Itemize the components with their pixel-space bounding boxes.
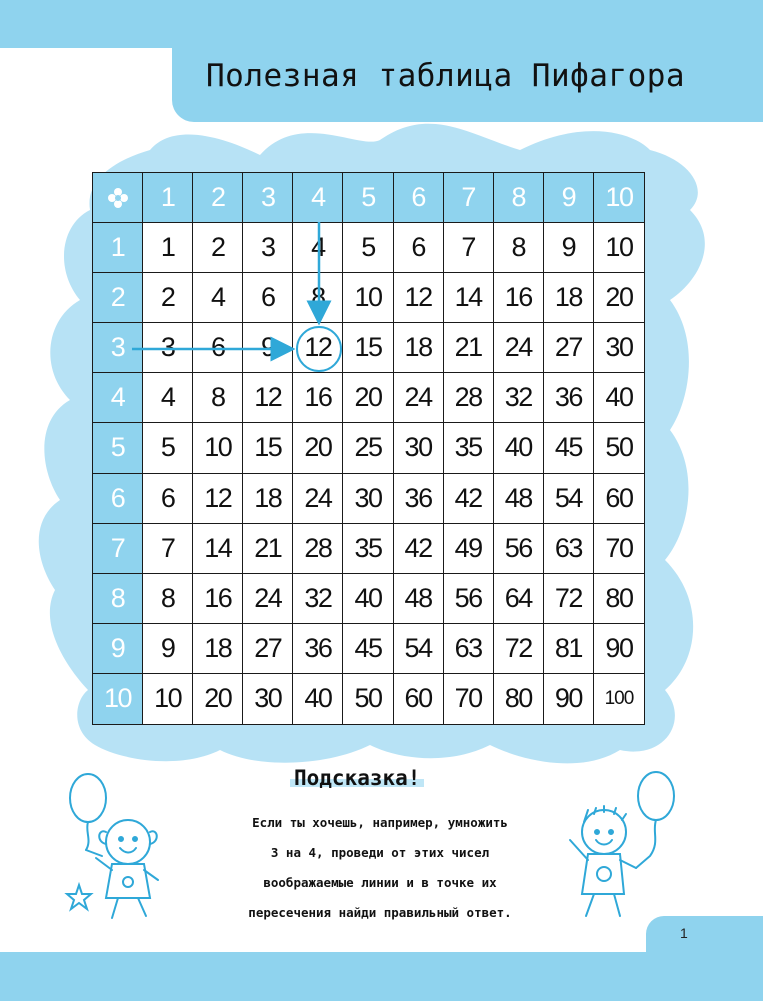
table-cell: 50 — [594, 423, 644, 473]
table-cell: 9 — [243, 323, 293, 373]
table-cell: 48 — [494, 474, 544, 524]
table-cell: 14 — [193, 524, 243, 574]
table-cell: 60 — [394, 674, 444, 724]
table-cell: 100 — [604, 687, 634, 709]
table-cell: 28 — [293, 524, 343, 574]
table-cell: 56 — [494, 524, 544, 574]
table-cell: 40 — [494, 423, 544, 473]
column-header: 3 — [243, 173, 293, 223]
table-cell: 40 — [343, 574, 393, 624]
column-header: 10 — [594, 173, 644, 223]
column-header: 7 — [444, 173, 494, 223]
table-cell: 63 — [444, 624, 494, 674]
table-cell: 1 — [143, 223, 193, 273]
table-cell: 24 — [243, 574, 293, 624]
table-cell: 16 — [494, 273, 544, 323]
table-cell: 20 — [193, 674, 243, 724]
boy-with-balloon-icon — [560, 770, 680, 930]
table-cell: 4 — [193, 273, 243, 323]
table-cell: 56 — [444, 574, 494, 624]
table-cell: 4 — [143, 373, 193, 423]
table-cell: 20 — [594, 273, 644, 323]
table-cell: 24 — [293, 474, 343, 524]
bottom-band — [0, 952, 763, 1001]
table-cell: 8 — [143, 574, 193, 624]
table-cell: 6 — [193, 323, 243, 373]
table-cell: 36 — [544, 373, 594, 423]
table-cell: 16 — [193, 574, 243, 624]
table-cell: 35 — [343, 524, 393, 574]
table-cell: 81 — [544, 624, 594, 674]
table-cell: 30 — [243, 674, 293, 724]
table-cell: 2 — [193, 223, 243, 273]
column-header: 4 — [293, 173, 343, 223]
table-cell: 10 — [193, 423, 243, 473]
table-cell: 80 — [494, 674, 544, 724]
table-cell: 12 — [394, 273, 444, 323]
table-cell: 14 — [444, 273, 494, 323]
table-cell: 72 — [494, 624, 544, 674]
column-header: 1 — [143, 173, 193, 223]
table-cell: 7 — [444, 223, 494, 273]
row-header: 8 — [93, 574, 143, 624]
table-cell: 64 — [494, 574, 544, 624]
hint-text — [180, 808, 580, 928]
row-header: 1 — [93, 223, 143, 273]
table-cell: 5 — [343, 223, 393, 273]
table-cell: 70 — [444, 674, 494, 724]
table-cell: 54 — [544, 474, 594, 524]
table-cell: 10 — [594, 223, 644, 273]
table-cell: 9 — [143, 624, 193, 674]
table-cell: 42 — [444, 474, 494, 524]
table-cell: 49 — [444, 524, 494, 574]
table-cell: 15 — [243, 423, 293, 473]
row-header: 4 — [93, 373, 143, 423]
column-header: 2 — [193, 173, 243, 223]
column-header: 8 — [494, 173, 544, 223]
table-cell: 25 — [343, 423, 393, 473]
table-cell: 70 — [594, 524, 644, 574]
table-cell: 9 — [544, 223, 594, 273]
page-title: Полезная таблица Пифагора — [206, 58, 686, 94]
row-header: 7 — [93, 524, 143, 574]
table-cell: 24 — [494, 323, 544, 373]
table-cell: 72 — [544, 574, 594, 624]
table-cell: 10 — [343, 273, 393, 323]
table-cell: 28 — [444, 373, 494, 423]
column-header: 9 — [544, 173, 594, 223]
table-cell: 7 — [143, 524, 193, 574]
table-cell: 30 — [343, 474, 393, 524]
table-cell: 48 — [394, 574, 444, 624]
column-header: 6 — [394, 173, 444, 223]
hint-line: воображаемые линии и в точке их — [263, 875, 497, 890]
column-header: 5 — [343, 173, 393, 223]
table-cell: 80 — [594, 574, 644, 624]
table-cell: 40 — [293, 674, 343, 724]
table-cell: 36 — [293, 624, 343, 674]
row-header: 6 — [93, 474, 143, 524]
table-cell: 20 — [293, 423, 343, 473]
table-cell: 8 — [494, 223, 544, 273]
table-cell: 12 — [193, 474, 243, 524]
row-header: 9 — [93, 624, 143, 674]
hint-title: Подсказка! — [290, 766, 424, 790]
table-cell: 21 — [444, 323, 494, 373]
star-icon — [64, 882, 94, 912]
table-cell: 12 — [243, 373, 293, 423]
table-cell: 20 — [343, 373, 393, 423]
table-cell: 42 — [394, 524, 444, 574]
table-cell: 45 — [343, 624, 393, 674]
table-cell: 12 — [293, 323, 343, 373]
table-cell: 6 — [243, 273, 293, 323]
table-cell: 27 — [243, 624, 293, 674]
table-cell: 4 — [293, 223, 343, 273]
table-cell: 60 — [594, 474, 644, 524]
page-number-tab — [646, 916, 763, 956]
table-cell: 18 — [243, 474, 293, 524]
table-cell: 10 — [143, 674, 193, 724]
row-header: 5 — [93, 423, 143, 473]
multiplication-table — [92, 172, 645, 725]
table-cell: 63 — [544, 524, 594, 574]
table-cell: 45 — [544, 423, 594, 473]
table-cell: 3 — [243, 223, 293, 273]
table-cell: 90 — [594, 624, 644, 674]
flower-icon — [93, 173, 143, 223]
hint-line: Если ты хочешь, например, умножить — [252, 815, 508, 830]
table-cell: 40 — [594, 373, 644, 423]
row-header: 10 — [93, 674, 143, 724]
table-cell: 21 — [243, 524, 293, 574]
table-cell: 54 — [394, 624, 444, 674]
hint-line: пересечения найди правильный ответ. — [248, 905, 512, 920]
table-cell: 30 — [594, 323, 644, 373]
table-cell: 90 — [544, 674, 594, 724]
table-cell: 8 — [293, 273, 343, 323]
table-cell: 36 — [394, 474, 444, 524]
row-header: 2 — [93, 273, 143, 323]
table-cell: 8 — [193, 373, 243, 423]
row-header: 3 — [93, 323, 143, 373]
table-cell: 3 — [143, 323, 193, 373]
hint-line: 3 на 4, проведи от этих чисел — [270, 845, 490, 860]
table-cell: 18 — [193, 624, 243, 674]
table-cell: 50 — [343, 674, 393, 724]
table-cell: 18 — [394, 323, 444, 373]
table-cell: 16 — [293, 373, 343, 423]
table-cell: 32 — [494, 373, 544, 423]
page-number: 1 — [680, 925, 688, 941]
table-cell: 24 — [394, 373, 444, 423]
table-cell: 18 — [544, 273, 594, 323]
table-cell: 2 — [143, 273, 193, 323]
table-cell: 6 — [394, 223, 444, 273]
table-cell: 32 — [293, 574, 343, 624]
table-cell: 15 — [343, 323, 393, 373]
table-cell: 27 — [544, 323, 594, 373]
table-cell: 6 — [143, 474, 193, 524]
table-cell: 5 — [143, 423, 193, 473]
table-cell: 35 — [444, 423, 494, 473]
table-cell: 30 — [394, 423, 444, 473]
